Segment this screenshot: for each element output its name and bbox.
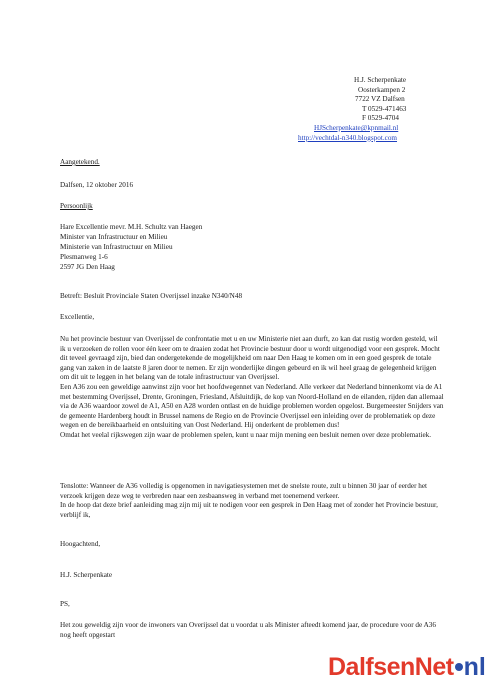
closing: Hoogachtend, [60, 540, 101, 548]
body-paragraph: Omdat het veelal rijkswegen zijn waar de problemen spelen, kunt u naar mijn mening een besluit nemen over deze problematiek. [60, 430, 432, 439]
logo-dot-icon [455, 663, 463, 671]
logo-brand-text: DalfsenNet [328, 653, 454, 681]
sender-website-link[interactable]: http://vechtdal-n340.blogspot.com [298, 133, 398, 142]
signature-name: H.J. Scherpenkate [60, 571, 113, 579]
letter-body-section-2 [60, 482, 445, 520]
body-paragraph: Tenslotte: Wanneer de A36 volledig is opgenomen in navigatiesystemen met de snelste route, zult u binnen 30 jaar of eerder het verzoek krijgen deze weg te verbreden naar een zesbaansweg in verband met toenemend verkeer. [60, 482, 428, 500]
recipient-line: Ministerie van Infrastructuur en Milieu [60, 243, 173, 251]
body-paragraph: Nu het provincie bestuur van Overijssel de confrontatie met u en uw Ministerie niet aan durft, zo kan dat rustig worden gesteld, wil ik u verzoeken de rollen voor één keer om te draaien zodat het Provincie bestuur door u wordt uitgenodigd voor een gesprek. Mocht dit teveel gevraagd zijn, bied dan ondergetekende de mogelijkheid om naar Den Haag te komen om in een goed gesprek de totale gang van zaken in de laatste 8 jaren door te nemen. Er zijn wonderlijke dingen gebeurd en ik wil heel graag de gelegenheid krijgen om dit uit te leggen in het belang van de totale infrastructuur van Overijssel. [60, 335, 440, 382]
sender-postal-city: 7722 VZ Dalfsen [355, 95, 405, 104]
sender-name: H.J. Scherpenkate [354, 76, 407, 84]
recipient-line: Hare Excellentie mevr. M.H. Schultz van Haegen [60, 223, 203, 231]
recipient-line: Minister van Infrastructuur en Milieu [60, 233, 168, 241]
sender-fax: F 0529-4704 [362, 114, 399, 123]
ps-text: Het zou geweldig zijn voor de inwoners van Overijssel dat u voordat u als Minister afteedt komend jaar, de procedure voor de A36 nog heeft opgestart [60, 621, 436, 639]
recipient-line: 2597 JG Den Haag [60, 263, 115, 271]
sender-address-block [298, 76, 478, 143]
dalfsennet-watermark-logo [328, 652, 493, 682]
body-paragraph: Een A36 zou een geweldige aanwinst zijn voor het hoofdwegennet van Nederland. Alle verkeer dat Nederland binnenkomt via de A1 met bestemming Overijssel, Drente, Groningen, Friesland, Afsluitdijk, de kop van Noord-Holland en de eilanden, rijden dan allemaal via de A36 waardoor zowel de A1, A50 en A28 worden ontlast en de huidige problemen worden opgelost. Burgemeester Snijders van de gemeente Hardenberg houdt in Brussel namens de Regio en de Provincie Overijssel een inleiding over de problematiek op deze wegen en de bereikbaarheid en ontsluiting van Oost Nederland. Hij onderkent de problemen dus! [60, 382, 444, 430]
ps-section [60, 621, 440, 640]
registered-label: Aangetekend. [60, 158, 100, 166]
logo-suffix-text: nl [463, 653, 486, 681]
personal-label: Persoonlijk [60, 202, 93, 210]
sender-phone: T 0529-471463 [362, 104, 407, 113]
sender-street: Oosterkampen 2 [358, 85, 406, 94]
salutation: Excellentie, [60, 313, 95, 321]
body-paragraph: In de hoop dat deze brief aanleiding mag zijn mij uit te nodigen voor een gesprek in Den Haag met of zonder het Provincie bestuur, verblijf ik, [60, 501, 438, 519]
subject-line: Betreft: Besluit Provinciale Staten Overijssel inzake N340/N48 [60, 292, 243, 300]
recipient-line: Plesmanweg 1-6 [60, 253, 108, 261]
sender-email-link[interactable]: HJScherpenkate@kpnmail.nl [314, 123, 399, 132]
letter-body-section-1 [60, 335, 445, 441]
ps-label: PS, [60, 600, 70, 608]
place-date: Dalfsen, 12 oktober 2016 [60, 181, 134, 189]
